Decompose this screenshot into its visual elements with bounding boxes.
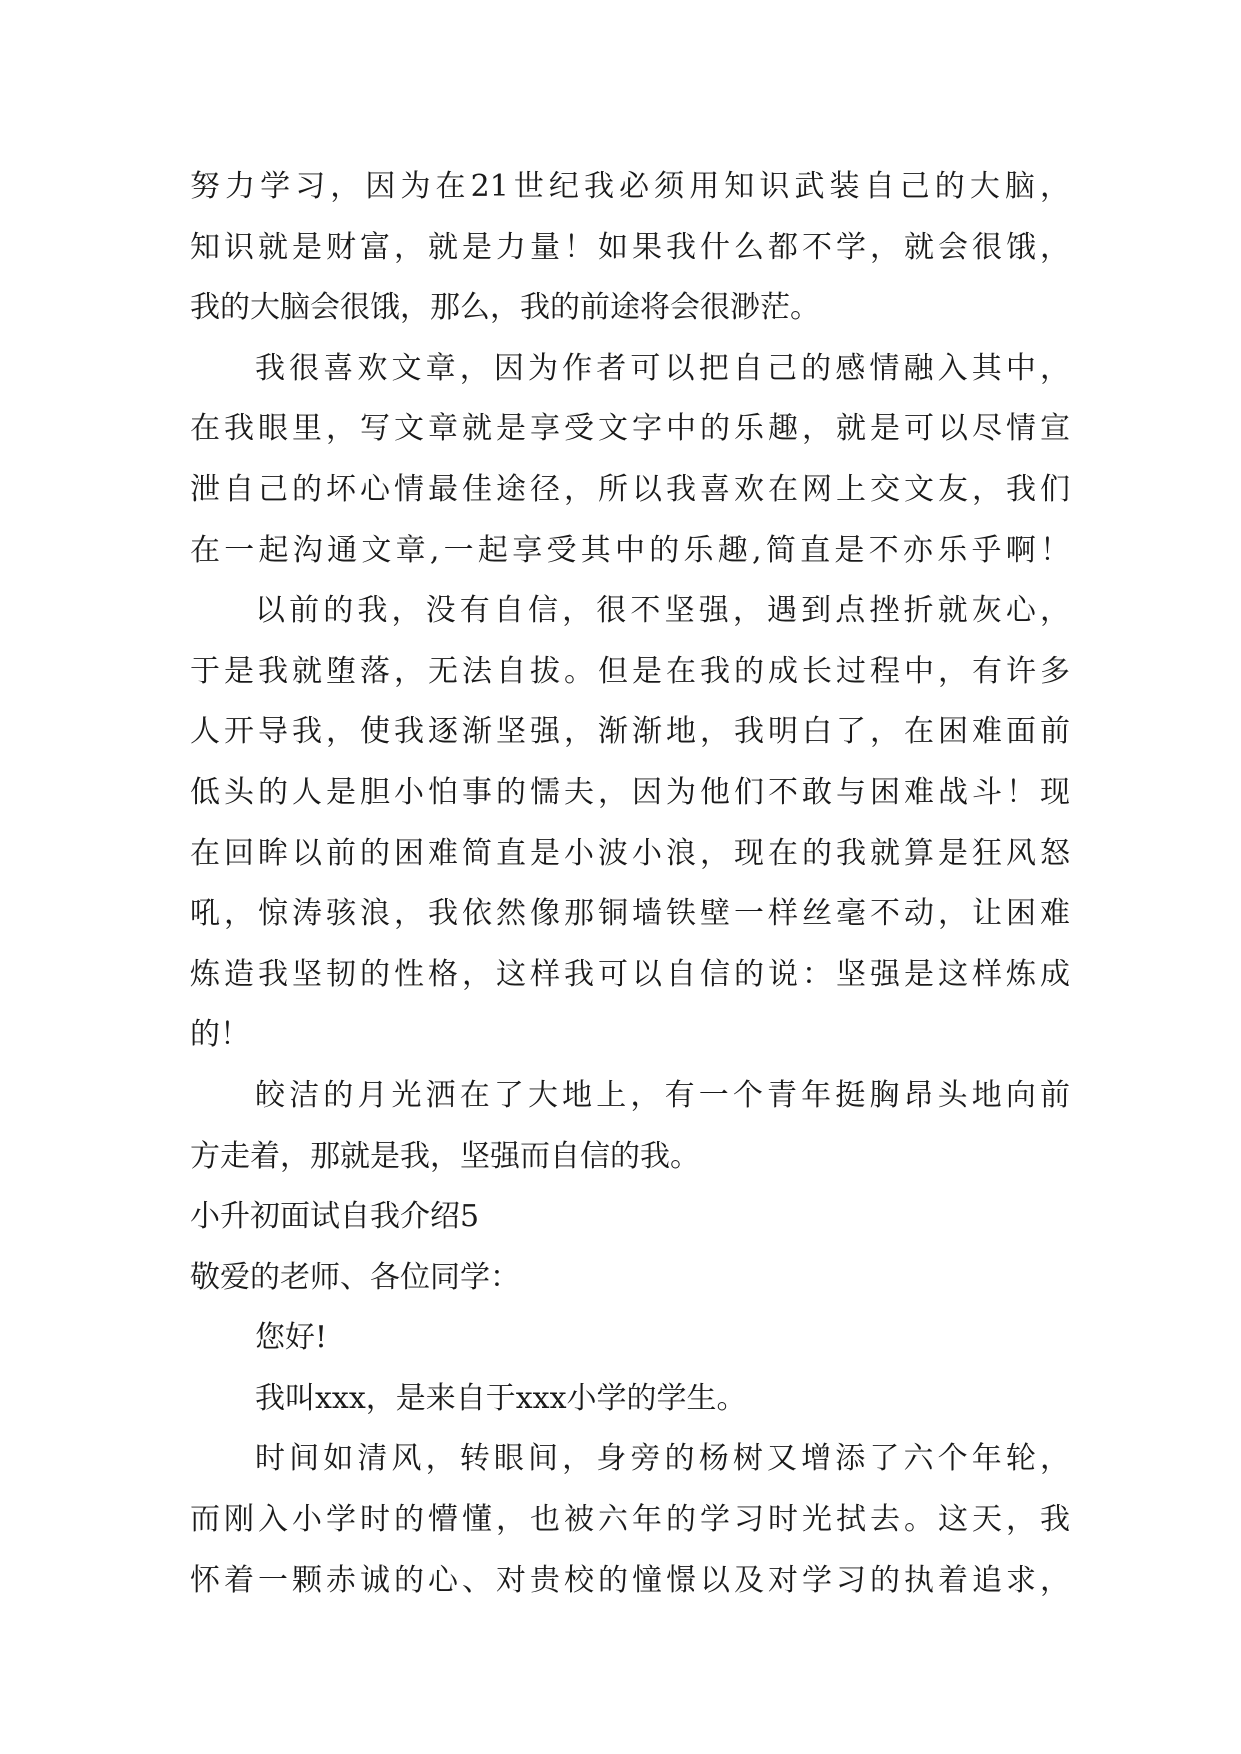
text-line: 吼，惊涛骇浪，我依然像那铜墙铁壁一样丝毫不动，让困难: [190, 896, 1070, 932]
text-line: 低头的人是胆小怕事的懦夫，因为他们不敢与困难战斗！现: [190, 774, 1070, 810]
text-line: 的！: [190, 1017, 250, 1053]
text-line: 于是我就堕落，无法自拔。但是在我的成长过程中，有许多: [190, 653, 1070, 689]
text-line: 在一起沟通文章,一起享受其中的乐趣,简直是不亦乐乎啊！: [190, 532, 1070, 568]
text-line: 在回眸以前的困难简直是小波小浪，现在的我就算是狂风怒: [190, 835, 1070, 871]
text-line: 时间如清风，转眼间，身旁的杨树又增添了六个年轮，: [255, 1441, 1070, 1477]
text-line: 炼造我坚韧的性格，这样我可以自信的说：坚强是这样炼成: [190, 956, 1070, 992]
text-line: 皎洁的月光洒在了大地上，有一个青年挺胸昂头地向前: [255, 1077, 1070, 1113]
text-line: 小升初面试自我介绍5: [190, 1199, 480, 1235]
text-line: 您好!: [255, 1320, 328, 1356]
text-line: 敬爱的老师、各位同学：: [190, 1259, 520, 1295]
text-line: 以前的我，没有自信，很不坚强，遇到点挫折就灰心，: [255, 593, 1070, 629]
text-line: 我很喜欢文章，因为作者可以把自己的感情融入其中，: [255, 350, 1070, 386]
text-line: 人开导我，使我逐渐坚强，渐渐地，我明白了，在困难面前: [190, 714, 1070, 750]
text-line: 知识就是财富，就是力量！如果我什么都不学，就会很饿，: [190, 229, 1070, 265]
document-body: [190, 157, 1070, 1611]
text-line: 努力学习，因为在21世纪我必须用知识武装自己的大脑，: [190, 169, 1070, 204]
text-line: 而刚入小学时的懵懂，也被六年的学习时光拭去。这天，我: [190, 1502, 1070, 1538]
text-line: 方走着，那就是我，坚强而自信的我。: [190, 1138, 700, 1174]
text-line: 怀着一颗赤诚的心、对贵校的憧憬以及对学习的执着追求，: [190, 1562, 1070, 1598]
text-line: 在我眼里，写文章就是享受文字中的乐趣，就是可以尽情宣: [190, 411, 1070, 447]
text-line: 我叫xxx，是来自于xxx小学的学生。: [255, 1380, 747, 1416]
text-line: 我的大脑会很饿，那么，我的前途将会很渺茫。: [190, 290, 820, 326]
text-line: 泄自己的坏心情最佳途径，所以我喜欢在网上交文友，我们: [190, 471, 1070, 507]
